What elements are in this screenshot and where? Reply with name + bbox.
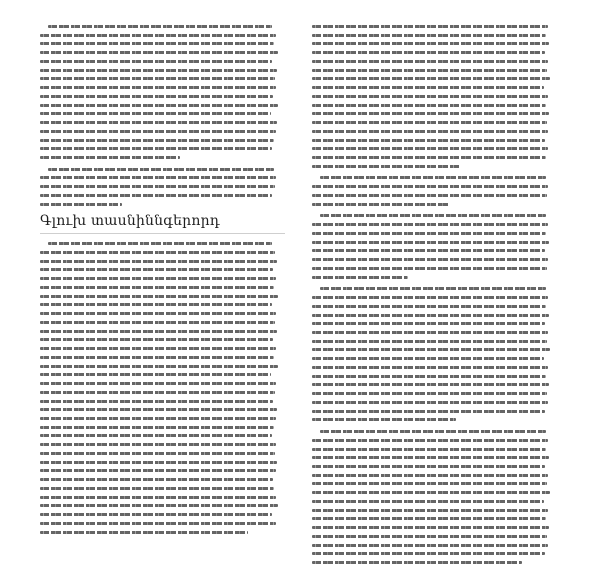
text-line — [312, 182, 557, 191]
text-line — [40, 300, 285, 309]
text-line — [312, 380, 557, 389]
text-line — [40, 501, 285, 510]
text-line — [40, 318, 285, 327]
text-line — [312, 101, 557, 110]
text-line — [312, 264, 557, 273]
text-line — [312, 363, 557, 372]
text-line — [312, 445, 557, 454]
text-line — [40, 344, 285, 353]
section-heading: Գլուխ տասնիննգերորդ — [40, 213, 220, 230]
text-line — [312, 427, 557, 436]
text-line — [40, 118, 285, 127]
text-line — [312, 293, 557, 302]
text-line — [40, 335, 285, 344]
text-line — [312, 328, 557, 337]
text-line — [312, 22, 557, 31]
text-line — [312, 506, 557, 515]
text-line — [40, 66, 285, 75]
text-line — [40, 292, 285, 301]
text-line — [40, 466, 285, 475]
text-line — [40, 388, 285, 397]
paragraph — [312, 22, 557, 170]
text-line — [40, 405, 285, 414]
text-line — [40, 449, 285, 458]
text-line — [312, 74, 557, 83]
text-line — [312, 479, 557, 488]
text-line — [312, 246, 557, 255]
text-line — [40, 48, 285, 57]
text-line — [40, 109, 285, 118]
text-line — [312, 372, 557, 381]
text-line — [40, 265, 285, 274]
paragraph — [40, 239, 285, 536]
text-line — [312, 436, 557, 445]
text-line — [40, 22, 285, 31]
text-line — [40, 431, 285, 440]
text-line — [312, 407, 557, 416]
text-line — [40, 257, 285, 266]
text-line — [312, 173, 557, 182]
text-line — [40, 379, 285, 388]
text-line — [312, 471, 557, 480]
right-column — [312, 22, 557, 567]
text-line — [312, 127, 557, 136]
text-line — [40, 101, 285, 110]
text-line — [312, 549, 557, 558]
text-line — [312, 311, 557, 320]
left-column — [40, 22, 285, 536]
text-line — [312, 462, 557, 471]
paragraph — [312, 173, 557, 208]
text-line — [312, 92, 557, 101]
text-line — [312, 541, 557, 550]
text-line — [312, 284, 557, 293]
text-line — [312, 229, 557, 238]
text-line — [40, 39, 285, 48]
text-line — [312, 337, 557, 346]
text-line — [312, 523, 557, 532]
text-line — [40, 144, 285, 153]
text-line — [312, 39, 557, 48]
text-line — [312, 118, 557, 127]
text-line — [312, 532, 557, 541]
text-line — [40, 182, 285, 191]
text-line — [40, 92, 285, 101]
text-line — [312, 211, 557, 220]
text-line — [312, 109, 557, 118]
paragraph — [312, 211, 557, 281]
text-line — [40, 528, 285, 537]
text-line — [312, 497, 557, 506]
text-line — [312, 144, 557, 153]
heading-divider — [40, 233, 285, 234]
text-line — [312, 136, 557, 145]
text-line — [312, 153, 557, 162]
text-line — [312, 162, 557, 171]
text-line — [40, 484, 285, 493]
text-line — [40, 57, 285, 66]
text-line — [40, 414, 285, 423]
text-line — [312, 453, 557, 462]
text-line — [40, 493, 285, 502]
text-line — [312, 31, 557, 40]
text-line — [40, 519, 285, 528]
text-line — [40, 191, 285, 200]
text-line — [312, 488, 557, 497]
text-line — [40, 31, 285, 40]
text-line — [40, 440, 285, 449]
text-line — [312, 389, 557, 398]
text-line — [40, 309, 285, 318]
text-line — [312, 200, 557, 209]
text-line — [40, 458, 285, 467]
text-line — [312, 558, 557, 567]
text-line — [40, 370, 285, 379]
text-line — [312, 354, 557, 363]
text-line — [40, 274, 285, 283]
text-line — [40, 397, 285, 406]
paragraph — [312, 427, 557, 567]
text-line — [40, 248, 285, 257]
text-line — [312, 48, 557, 57]
text-line — [40, 362, 285, 371]
text-line — [312, 57, 557, 66]
text-line — [40, 239, 285, 248]
text-line — [312, 238, 557, 247]
text-line — [312, 191, 557, 200]
text-line — [312, 83, 557, 92]
text-line — [40, 165, 285, 174]
text-line — [40, 353, 285, 362]
paragraph — [40, 22, 285, 162]
text-line — [312, 220, 557, 229]
text-line — [40, 200, 285, 209]
text-line — [40, 127, 285, 136]
text-line — [312, 345, 557, 354]
text-line — [312, 273, 557, 282]
text-line — [40, 83, 285, 92]
text-line — [40, 136, 285, 145]
text-line — [40, 510, 285, 519]
text-line — [312, 415, 557, 424]
paragraph — [40, 165, 285, 209]
text-line — [312, 319, 557, 328]
text-line — [40, 153, 285, 162]
body-text-note — [0, 0, 1, 1]
text-line — [312, 514, 557, 523]
text-line — [312, 398, 557, 407]
text-line — [312, 255, 557, 264]
text-line — [40, 327, 285, 336]
text-line — [40, 173, 285, 182]
text-line — [40, 475, 285, 484]
text-line — [40, 283, 285, 292]
text-line — [40, 74, 285, 83]
text-line — [312, 66, 557, 75]
paragraph — [312, 284, 557, 424]
text-line — [312, 302, 557, 311]
